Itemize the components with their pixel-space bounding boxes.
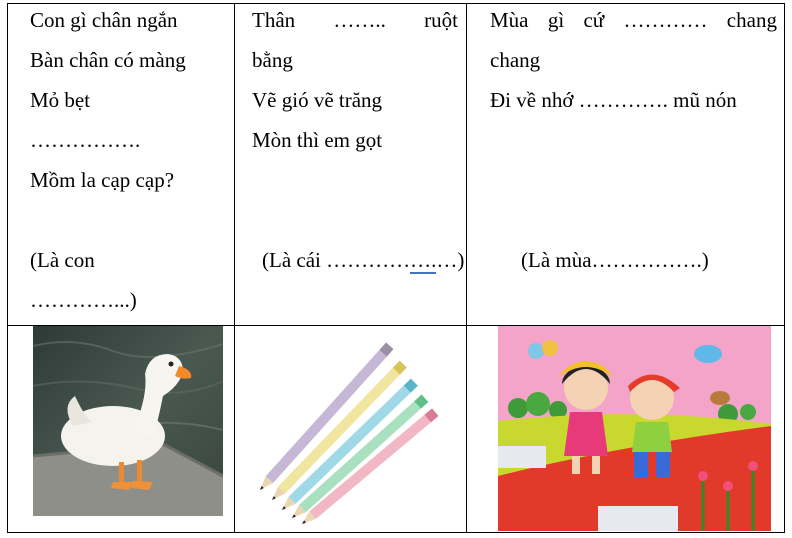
riddle-line: Mồm la cạp cạp?: [30, 168, 175, 192]
riddle-blank: …………….: [30, 128, 141, 152]
riddle-line-justified: [490, 0, 777, 40]
table-border-left: [7, 3, 8, 533]
table-divider-1: [234, 3, 235, 533]
children-summer-illustration: [498, 326, 771, 531]
riddle-line: Con gì chân ngắn: [30, 8, 178, 32]
answer-line: (Là con: [30, 248, 95, 272]
riddle-summer: [490, 0, 777, 120]
riddle-line: bằng: [252, 48, 293, 72]
table-border-right: [784, 3, 785, 533]
word: Thân: [252, 8, 296, 32]
riddle-duck: [30, 0, 220, 320]
answer-line: (Là mùa…………….): [521, 248, 709, 272]
word: cứ: [583, 8, 605, 32]
word: chang: [726, 8, 777, 32]
answer-suffix: …): [436, 248, 465, 272]
table-divider-2: [466, 3, 467, 533]
answer-underlined: ….: [410, 248, 437, 272]
riddle-line: Bàn chân có màng: [30, 48, 186, 72]
answer-line: [262, 240, 464, 280]
riddle-line: Mỏ bẹt: [30, 88, 91, 112]
riddle-line: Đi về nhớ …………. mũ nón: [490, 88, 737, 112]
duck-photo: [33, 326, 223, 516]
riddle-line: Mòn thì em gọt: [252, 128, 383, 152]
word: Mùa: [490, 8, 529, 32]
word: ……..: [333, 8, 386, 32]
riddle-line: chang: [490, 48, 541, 72]
pencils-photo: [250, 330, 460, 525]
riddle-line-justified: [252, 0, 458, 40]
riddle-pencil: [252, 0, 458, 160]
word: gì: [547, 8, 565, 32]
answer-prefix: (Là cái …………: [262, 248, 411, 272]
table-border-bottom: [7, 532, 785, 533]
answer-blank: …………...): [30, 288, 137, 312]
word: …………: [623, 8, 708, 32]
riddle-line: Vẽ gió vẽ trăng: [252, 88, 383, 112]
word: ruột: [424, 8, 458, 32]
